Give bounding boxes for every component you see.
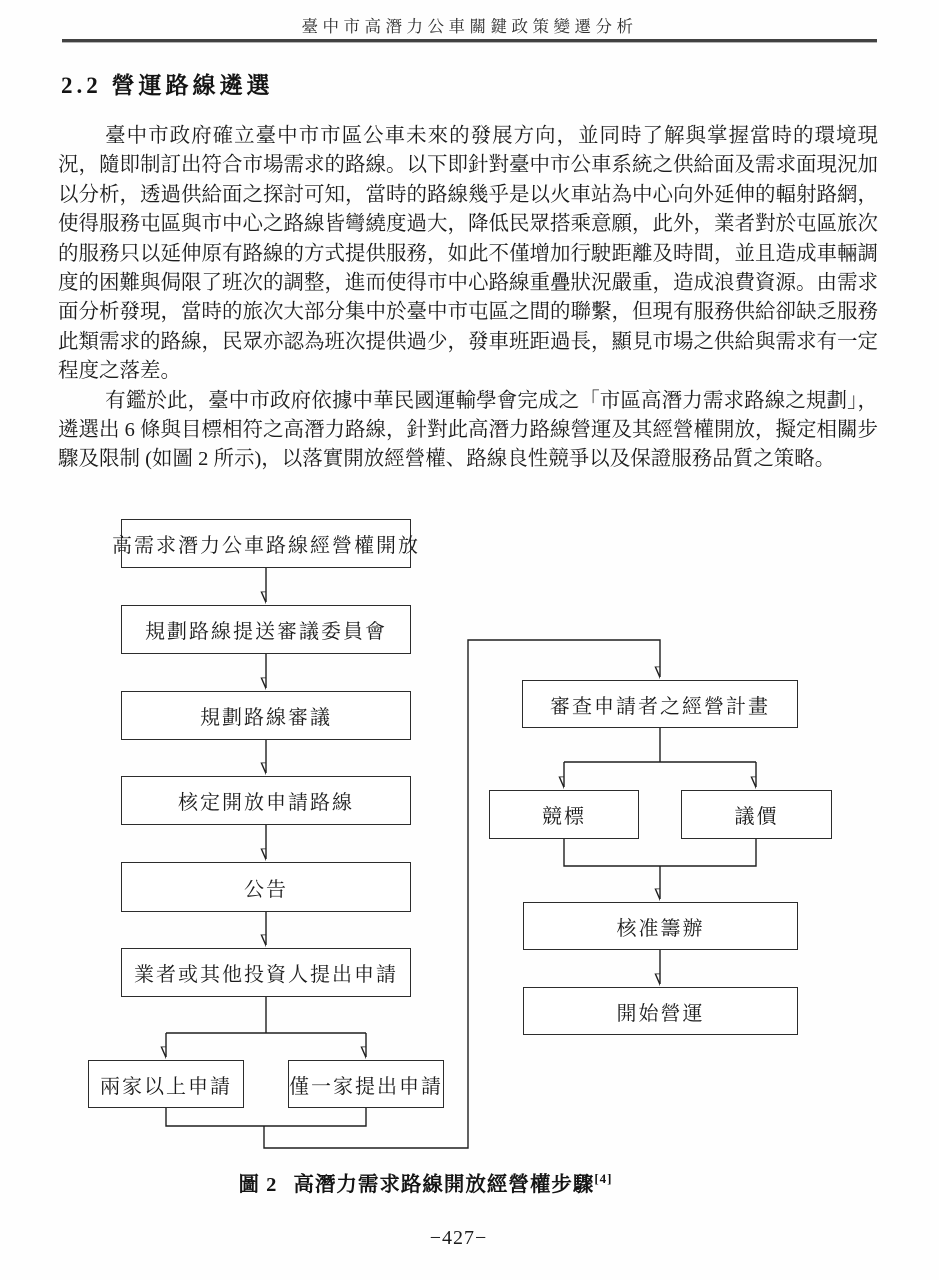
flow-node-r3: 議價 — [681, 790, 832, 839]
figure-caption-label: 圖 2 — [238, 1174, 278, 1196]
figure-caption-title: 高潛力需求路線開放經營權步驟 — [293, 1174, 595, 1196]
connector — [166, 997, 366, 1033]
flow-node-l6: 業者或其他投資人提出申請 — [121, 948, 411, 997]
flow-node-l2: 規劃路線提送審議委員會 — [121, 605, 411, 654]
flow-node-l7: 兩家以上申請 — [88, 1060, 244, 1108]
page-number: −427− — [429, 1227, 488, 1249]
paragraph: 臺中市政府確立臺中市市區公車未來的發展方向，並同時了解與掌握當時的環境現況，隨即制訂出符合市場需求的路線。以下即針對臺中市公車系統之供給面及需求面現況加以分析，透過供給面之探討可知，當時的路線幾乎是以火車站為中心向外延伸的輻射路網，使得服務屯區與市中心之路線皆彎繞度過大，降低民眾搭乘意願，此外，業者對於屯區旅次的服務只以延伸原有路線的方式提供服務，如此不僅增加行駛距離及時間，並且造成車輛調度的困難與侷限了班次的調整，進而使得市中心路線重疊狀況嚴重，造成浪費資源。由需求面分析發現，當時的旅次大部分集中於臺中市屯區之間的聯繫，但現有服務供給卻缺乏服務此類需求的路線，民眾亦認為班次提供過少，發車班距過長，顯見市場之供給與需求有一定程度之落差。 — [58, 125, 878, 383]
flow-node-r2: 競標 — [489, 790, 639, 839]
flow-node-l8: 僅一家提出申請 — [288, 1060, 444, 1108]
flow-node-l1: 高需求潛力公車路線經營權開放 — [121, 519, 411, 568]
connector — [564, 728, 756, 762]
flow-node-r1: 審查申請者之經營計畫 — [522, 680, 798, 728]
flow-node-l3: 規劃路線審議 — [121, 691, 411, 740]
flow-node-r5: 開始營運 — [523, 987, 798, 1035]
flow-node-l5: 公告 — [121, 862, 411, 912]
running-header: 臺中市高潛力公車關鍵政策變遷分析 — [301, 17, 638, 36]
flow-node-l4: 核定開放申請路線 — [121, 776, 411, 825]
connector — [166, 1108, 366, 1126]
figure-caption-reference: [4] — [594, 1171, 613, 1187]
section-heading: 2.2 營運路線遴選 — [61, 73, 274, 98]
flow-node-r4: 核准籌辦 — [523, 902, 798, 950]
connector — [564, 839, 756, 866]
paragraph: 有鑑於此，臺中市政府依據中華民國運輸學會完成之「市區高潛力需求路線之規劃」，遴選出 6 條與目標相符之高潛力路線，針對此高潛力路線營運及其經營權開放，擬定相關步驟及限制 (如圖 2 所示)，以落實開放經營權、路線良性競爭以及保證服務品質之策略。 — [58, 389, 878, 471]
figure-caption — [0, 1167, 895, 1197]
